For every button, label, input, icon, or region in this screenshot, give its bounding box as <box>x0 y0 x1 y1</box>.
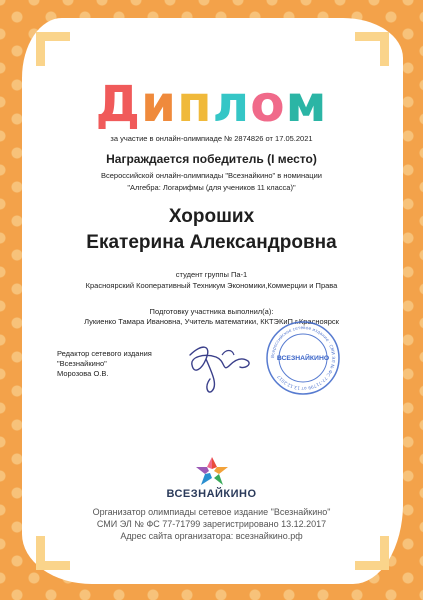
title-letter-5: м <box>285 75 328 133</box>
title-letter-4: о <box>250 75 286 133</box>
star-logo-icon <box>190 455 234 489</box>
organizer-line: Организатор олимпиады сетевое издание "Всезнайкино" <box>92 507 331 517</box>
website-line: Адрес сайта организатора: всезнайкино.рф <box>120 531 303 541</box>
title-letter-2: п <box>177 75 213 133</box>
svg-text:ВСЕЗНАЙКИНО: ВСЕЗНАЙКИНО <box>276 355 330 362</box>
title-letter-1: и <box>141 75 178 133</box>
recipient-surname: Хороших <box>168 206 255 227</box>
prepared-label: Подготовку участника выполнил(а): <box>149 307 274 316</box>
institution: Красноярский Кооперативный Техникум Экономики,Коммерции и Права <box>85 281 338 290</box>
student-group: студент группы Па-1 <box>175 270 248 279</box>
nomination-subject: "Алгебра: Логарифмы (для учеников 11 класса)" <box>127 183 296 192</box>
recipient-given-names: Екатерина Александровна <box>86 232 337 253</box>
footer-brand: ВСЕЗНАЙКИНО <box>166 488 257 500</box>
svg-text:Всероссийское сетевое издание: Всероссийское сетевое издание · СМИ ЭЛ № ФС 77-71799 от 13.12.2017 <box>270 325 336 391</box>
participation-line: за участие в онлайн-олимпиаде № 2874826 от 17.05.2021 <box>110 134 313 143</box>
round-stamp-icon <box>265 320 341 396</box>
diploma-title <box>0 76 423 132</box>
editor-line-2: "Всезнайкино" <box>57 359 107 368</box>
title-letter-0: Д <box>95 75 142 133</box>
editor-block <box>57 349 152 379</box>
editor-line-3: Морозова О.В. <box>57 369 109 378</box>
title-letter-3: л <box>212 75 251 133</box>
nomination-line: Всероссийской онлайн-олимпиады "Всезнайкино" в номинации <box>100 171 322 180</box>
teacher: Лукиенко Тамара Ивановна, Учитель математики, ККТЭКиП г.Красноярск <box>84 317 339 326</box>
signature-graphic <box>182 335 262 395</box>
registration-line: СМИ ЭЛ № ФС 77-71799 зарегистрировано 13.12.2017 <box>96 519 327 529</box>
award-heading: Награждается победитель (I место) <box>106 152 317 166</box>
editor-line-1: Редактор сетевого издания <box>57 349 152 358</box>
